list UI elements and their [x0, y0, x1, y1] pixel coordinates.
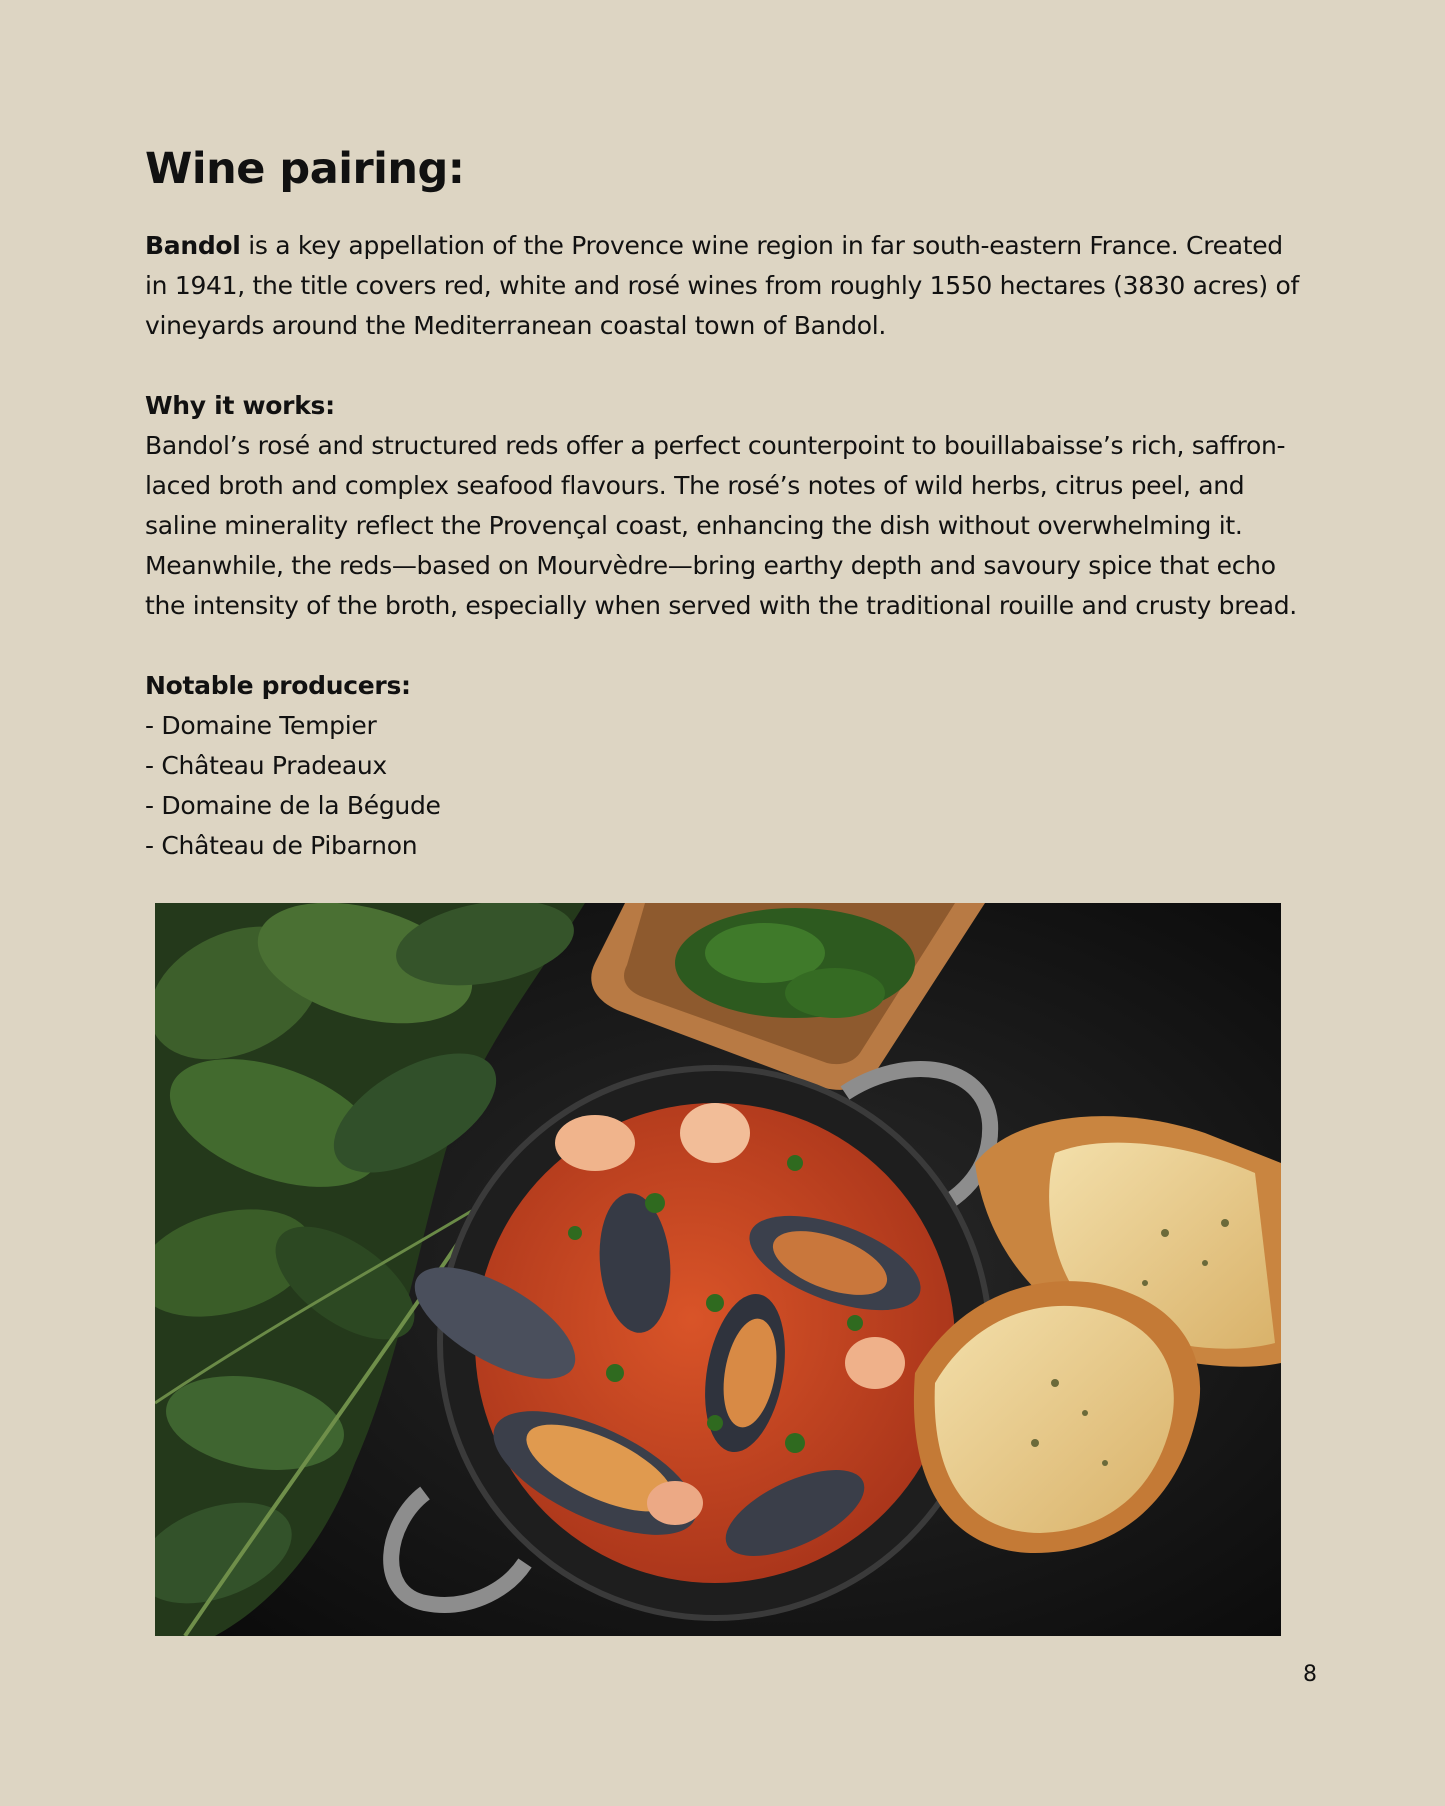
producer-item: - Domaine Tempier — [145, 711, 377, 740]
page-number: 8 — [1303, 1662, 1317, 1687]
why-paragraph: Bandol’s rosé and structured reds offer a perfect counterpoint to bouillabaisse’s rich, saffron-laced broth and complex seafood flavours. The rosé’s notes of wild herbs, citrus peel, and saline minerality reflect the Provençal coast, enhancing the dish without overwhelming it. Meanwhile, the reds—based on Mourvèdre—bring earthy depth and savoury spice that echo the intensity of the broth, especially when served with the traditional rouille and crusty bread. — [145, 431, 1297, 620]
producer-list — [145, 706, 1305, 866]
intro-paragraph — [145, 226, 1305, 346]
intro-bold-lead: Bandol — [145, 231, 241, 260]
producer-item: - Domaine de la Bégude — [145, 791, 441, 820]
photo-illustration — [155, 903, 1281, 1636]
page-title: Wine pairing: — [145, 144, 465, 194]
producers-heading: Notable producers: — [145, 671, 411, 700]
page-content — [145, 140, 1305, 866]
bouillabaisse-photo — [155, 903, 1281, 1636]
why-heading: Why it works: — [145, 391, 335, 420]
intro-text: is a key appellation of the Provence wine region in far south-eastern France. Created in 1941, the title covers red, white and rosé wines from roughly 1550 hectares (3830 acres) of vineyards around the Mediterranean coastal town of Bandol. — [145, 231, 1299, 340]
producer-item: - Château Pradeaux — [145, 751, 387, 780]
producer-item: - Château de Pibarnon — [145, 831, 418, 860]
